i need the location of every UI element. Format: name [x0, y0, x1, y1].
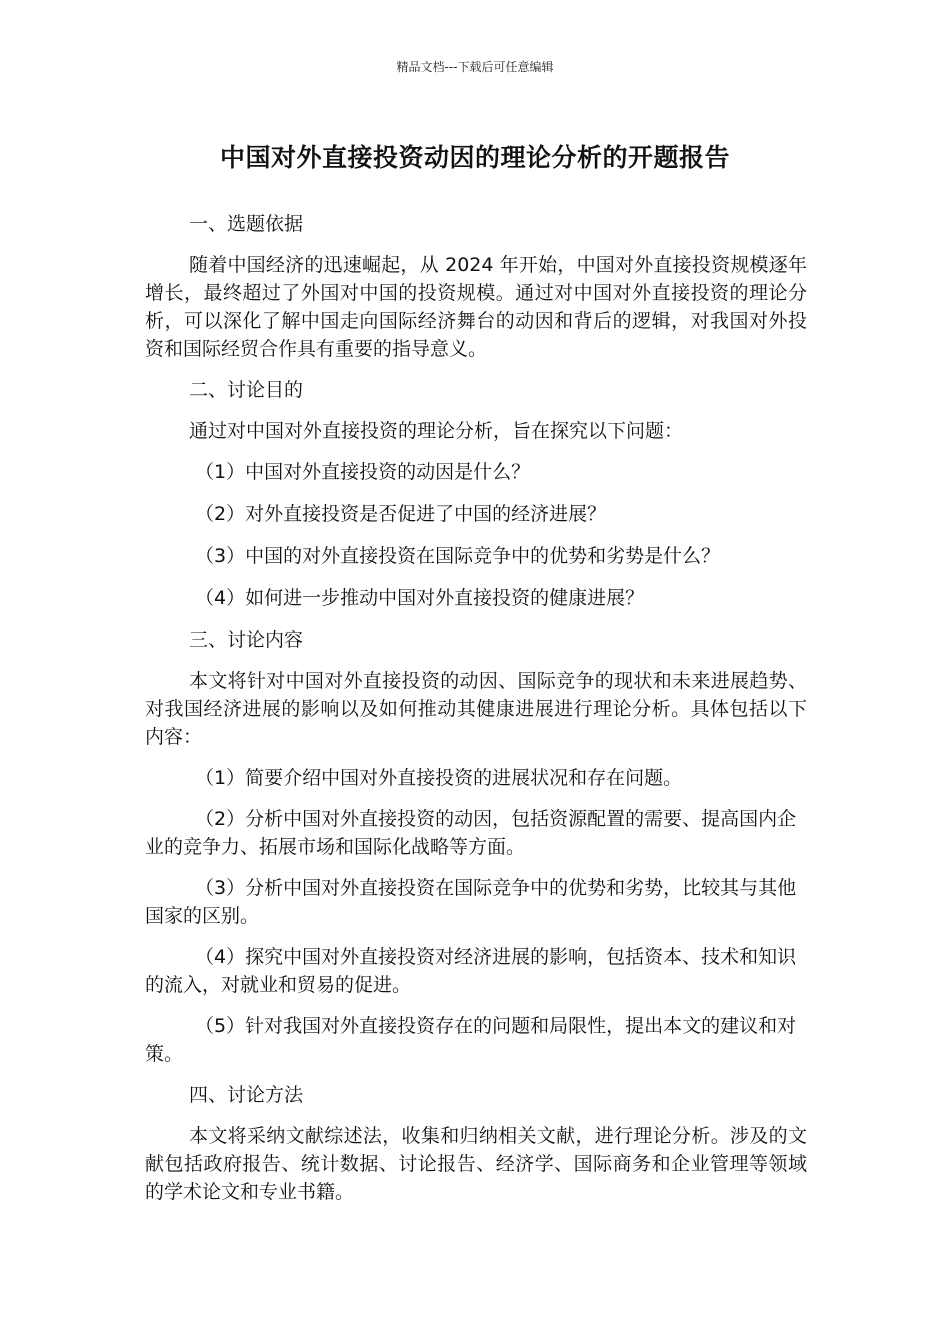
section-paragraph: 本文将采纳文献综述法，收集和归纳相关文献，进行理论分析。涉及的文献包括政府报告、统计数据、讨论报告、经济学、国际商务和企业管理等领域的学术论文和专业书籍。 — [145, 1125, 807, 1203]
list-item: （2）对外直接投资是否促进了中国的经济进展？ — [195, 503, 607, 525]
list-item: （5）针对我国对外直接投资存在的问题和局限性，提出本文的建议和对策。 — [145, 1015, 797, 1065]
section-heading: 三、讨论内容 — [189, 629, 304, 651]
section-heading: 二、讨论目的 — [189, 379, 304, 401]
section-heading: 四、讨论方法 — [189, 1084, 304, 1106]
header-watermark: 精品文档---下载后可任意编辑 — [396, 60, 554, 74]
list-item: （1）简要介绍中国对外直接投资的进展状况和存在问题。 — [195, 767, 683, 789]
list-item: （1）中国对外直接投资的动因是什么？ — [195, 461, 531, 483]
document-body — [145, 210, 807, 1219]
section-paragraph: 通过对中国对外直接投资的理论分析，旨在探究以下问题： — [189, 420, 684, 442]
list-item: （4）如何进一步推动中国对外直接投资的健康进展？ — [195, 587, 645, 609]
list-item: （3）分析中国对外直接投资在国际竞争中的优势和劣势，比较其与其他国家的区别。 — [145, 877, 797, 927]
list-item: （4）探究中国对外直接投资对经济进展的影响，包括资本、技术和知识的流入，对就业和贸易的促进。 — [145, 946, 797, 996]
section-paragraph: 随着中国经济的迅速崛起，从 2024 年开始，中国对外直接投资规模逐年增长，最终超过了外国对中国的投资规模。通过对中国对外直接投资的理论分析，可以深化了解中国走向国际经济舞台的动因和背后的逻辑，对我国对外投资和国际经贸合作具有重要的指导意义。 — [145, 254, 807, 360]
section-heading: 一、选题依据 — [189, 213, 304, 235]
list-item: （2）分析中国对外直接投资的动因，包括资源配置的需要、提高国内企业的竞争力、拓展市场和国际化战略等方面。 — [145, 808, 797, 858]
section-paragraph: 本文将针对中国对外直接投资的动因、国际竞争的现状和未来进展趋势、对我国经济进展的影响以及如何推动其健康进展进行理论分析。具体包括以下内容： — [145, 670, 807, 748]
list-item: （3）中国的对外直接投资在国际竞争中的优势和劣势是什么？ — [195, 545, 721, 567]
document-title: 中国对外直接投资动因的理论分析的开题报告 — [219, 143, 730, 172]
